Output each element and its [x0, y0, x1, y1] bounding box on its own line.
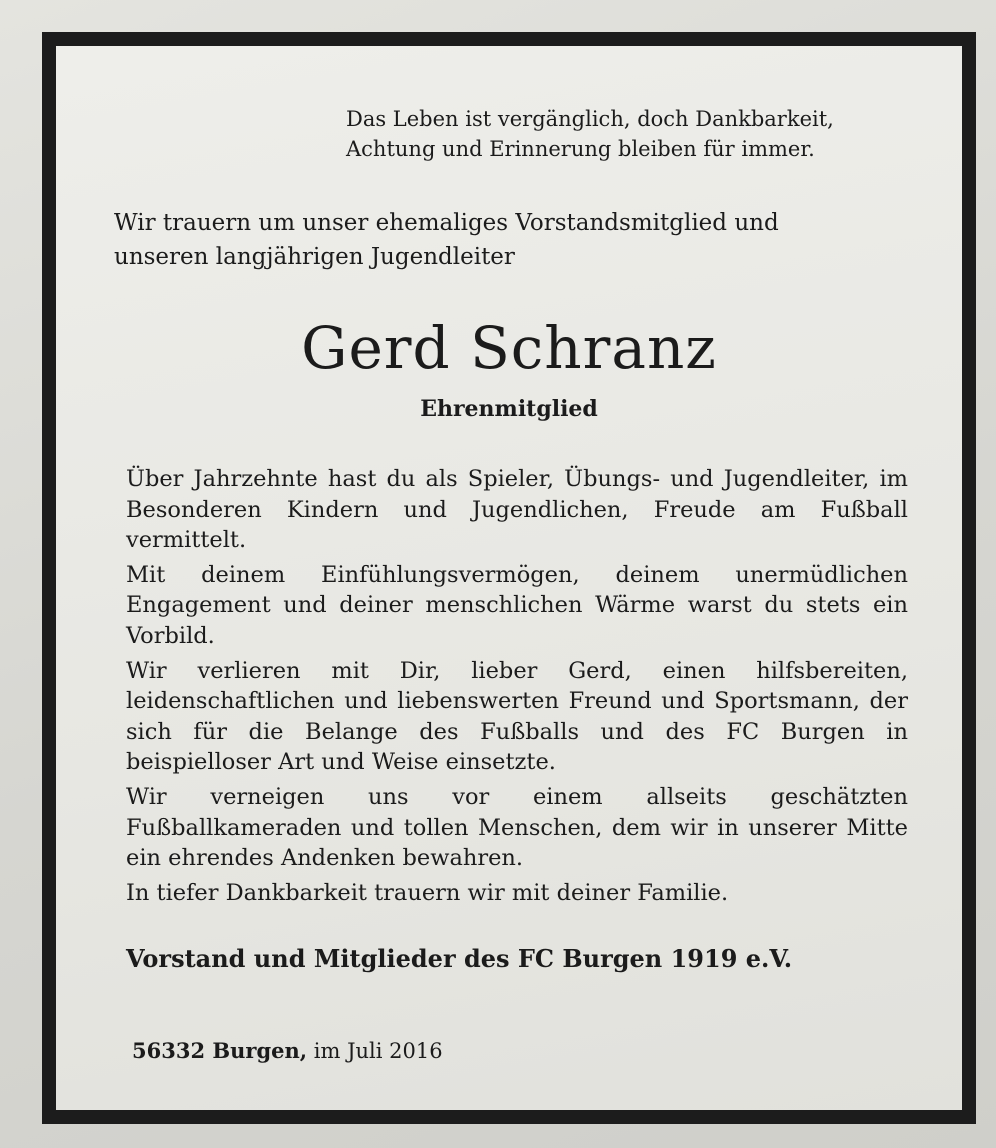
place-and-date [132, 1036, 732, 1066]
motto-line: Achtung und Erinnerung bleiben für immer. [346, 137, 815, 161]
obituary-notice-frame [42, 32, 976, 1124]
tribute-text [126, 464, 908, 912]
honor-title: Ehrenmitglied [420, 396, 598, 422]
tribute-paragraph: Wir verneigen uns vor einem allseits geschätzten Fußballkameraden und tollen Menschen, dem wir in unserer Mitte ein ehrendes Andenken bewahren. [126, 783, 908, 872]
tribute-paragraph: Wir verlieren mit Dir, lieber Gerd, einen hilfsbereiten, leidenschaftlichen und liebenswerten Freund und Sportsmann, der sich für die Belange des Fußballs und des FC Burgen in beispielloser Art und Weise einsetzte. [126, 657, 908, 776]
motto-line: Das Leben ist vergänglich, doch Dankbarkeit, [346, 107, 834, 131]
tribute-paragraph: Mit deinem Einfühlungsvermögen, deinem unermüdlichen Engagement und deiner menschlichen Wärme warst du stets ein Vorbild. [126, 561, 908, 649]
signature-line: Vorstand und Mitglieder des FC Burgen 1919 e.V. [126, 944, 793, 973]
tribute-paragraph: In tiefer Dankbarkeit trauern wir mit deiner Familie. [126, 879, 729, 906]
intro-line: unseren langjährigen Jugendleiter [114, 244, 515, 270]
tribute-paragraph: Über Jahrzehnte hast du als Spieler, Übungs- und Jugendleiter, im Besonderen Kindern und Jugendlichen, Freude am Fußball vermittelt. [126, 466, 908, 554]
place: 56332 Burgen, [132, 1038, 308, 1063]
motto-quote [346, 104, 946, 164]
intro-text [114, 206, 954, 274]
date: im Juli 2016 [313, 1039, 443, 1063]
deceased-name: Gerd Schranz [301, 314, 717, 382]
intro-line: Wir trauern um unser ehemaliges Vorstandsmitglied und [114, 210, 779, 236]
